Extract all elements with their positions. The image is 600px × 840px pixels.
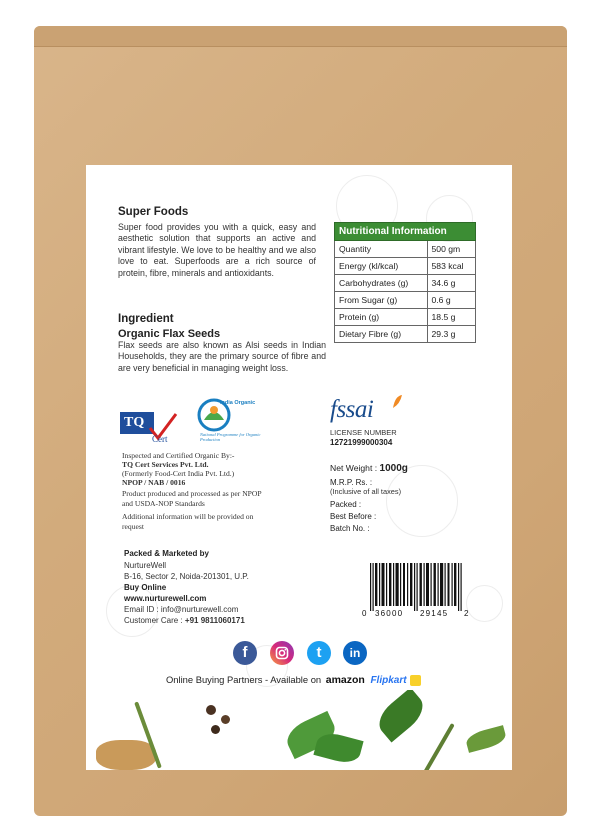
nutrition-value: 500 gm (427, 241, 475, 258)
nutrition-label: Energy (kl/kcal) (335, 258, 428, 275)
herbs-decoration (86, 690, 512, 770)
ingredient-text: Flax seeds are also known as Alsi seeds in Indian Households, they are the primary source of fibre and are very beneficial in managing weight loss. (118, 340, 326, 373)
fssai-logo-text: fssai (330, 396, 374, 423)
nutrition-label: Dietary Fibre (g) (335, 326, 428, 343)
instagram-icon[interactable] (270, 641, 294, 665)
ingredient-heading: Ingredient (118, 313, 174, 325)
nutrition-label: Quantity (335, 241, 428, 258)
barcode-digit-check: 2 (464, 609, 469, 618)
mrp-note: (Inclusive of all taxes) (330, 487, 402, 496)
certifier-formerly: (Formerly Food-Cert India Pvt. Ltd.) (122, 469, 235, 478)
nutrition-value: 18.5 g (427, 309, 475, 326)
additional-info: Additional information will be provided on request (122, 512, 254, 531)
online-partners-row (166, 674, 421, 686)
facebook-glyph: f (242, 644, 248, 661)
nutrition-value: 583 kcal (427, 258, 475, 275)
email-row (124, 605, 238, 614)
linkedin-icon[interactable] (343, 641, 367, 665)
net-weight-value: 1000g (379, 463, 408, 474)
best-before-label: Best Before : (330, 512, 377, 521)
customer-care-label: Customer Care : (124, 616, 183, 625)
flipkart-bag-icon (410, 675, 421, 686)
nutrition-row (335, 292, 476, 309)
fssai-logo (330, 396, 410, 426)
email-link[interactable]: info@nurturewell.com (160, 605, 239, 614)
nutrition-row (335, 258, 476, 275)
nutrition-table (334, 222, 476, 343)
tq-cert-text: Cert (152, 434, 168, 444)
license-label: LICENSE NUMBER (330, 428, 397, 437)
nutrition-row (335, 326, 476, 343)
batch-label: Batch No. : (330, 524, 370, 533)
nutrition-label: Protein (g) (335, 309, 428, 326)
marketer-address: B-16, Sector 2, Noida-201301, U.P. (124, 572, 249, 581)
email-label: Email ID : (124, 605, 159, 614)
nutrition-title: Nutritional Information (335, 223, 476, 241)
buy-online-label: Buy Online (124, 583, 167, 592)
barcode-digits-right: 29145 (420, 609, 449, 618)
barcode-digits-left: 36000 (375, 609, 404, 618)
nutrition-label: From Sugar (g) (335, 292, 428, 309)
twitter-icon[interactable] (307, 641, 331, 665)
super-foods-text: Super food provides you with a quick, easy and aesthetic solution that supports an active and vibrant lifestyle. We love to be healthy and we also love to eat. Superfoods are a rich source of protein, fibre, minerals and antioxidants. (118, 222, 316, 278)
nutrition-row (335, 275, 476, 292)
india-organic-logo (190, 398, 260, 446)
nutrition-row (335, 241, 476, 258)
nutrition-value: 0.6 g (427, 292, 475, 309)
india-organic-text: India Organic (220, 400, 256, 406)
marketer-company: NurtureWell (124, 561, 167, 570)
nutrition-label: Carbohydrates (g) (335, 275, 428, 292)
barcode-digit-lead: 0 (362, 609, 367, 618)
npop-code: NPOP / NAB / 0016 (122, 478, 186, 487)
tq-logo-text: TQ (124, 415, 145, 430)
packed-label: Packed : (330, 500, 362, 509)
ingredient-name: Organic Flax Seeds (118, 328, 221, 340)
net-weight-label: Net Weight : (330, 463, 378, 473)
tq-cert-logo (120, 410, 180, 446)
net-weight-row (330, 463, 408, 474)
nutrition-value: 34.6 g (427, 275, 475, 292)
license-number: 12721999000304 (330, 438, 393, 447)
online-partners-text: Online Buying Partners - Available on (166, 674, 322, 685)
npop-caption: National Programme for Organic Production (200, 432, 261, 442)
fssai-leaf-icon (391, 394, 403, 410)
linkedin-glyph: in (349, 646, 361, 660)
twitter-glyph: t (316, 644, 322, 661)
customer-care-row (124, 616, 245, 625)
mrp-label: M.R.P. Rs. : (330, 478, 373, 487)
marketer-heading: Packed & Marketed by (124, 549, 209, 558)
instagram-camera-icon (270, 641, 294, 665)
nutrition-value: 29.3 g (427, 326, 475, 343)
website-link[interactable]: www.nurturewell.com (124, 594, 207, 603)
amazon-logo[interactable]: amazon (325, 674, 365, 686)
facebook-icon[interactable] (233, 641, 257, 665)
pouch-seal (34, 26, 567, 47)
certifier-company: TQ Cert Services Pvt. Ltd. (122, 460, 209, 469)
super-foods-heading: Super Foods (118, 206, 189, 218)
customer-care-number: +91 9811060171 (184, 616, 245, 625)
inspected-line: Inspected and Certified Organic By:- (122, 451, 235, 460)
nutrition-row (335, 309, 476, 326)
production-standards: Product produced and processed as per NPOP and USDA-NOP Standards (122, 489, 262, 508)
flipkart-logo[interactable]: Flipkart (370, 675, 407, 686)
